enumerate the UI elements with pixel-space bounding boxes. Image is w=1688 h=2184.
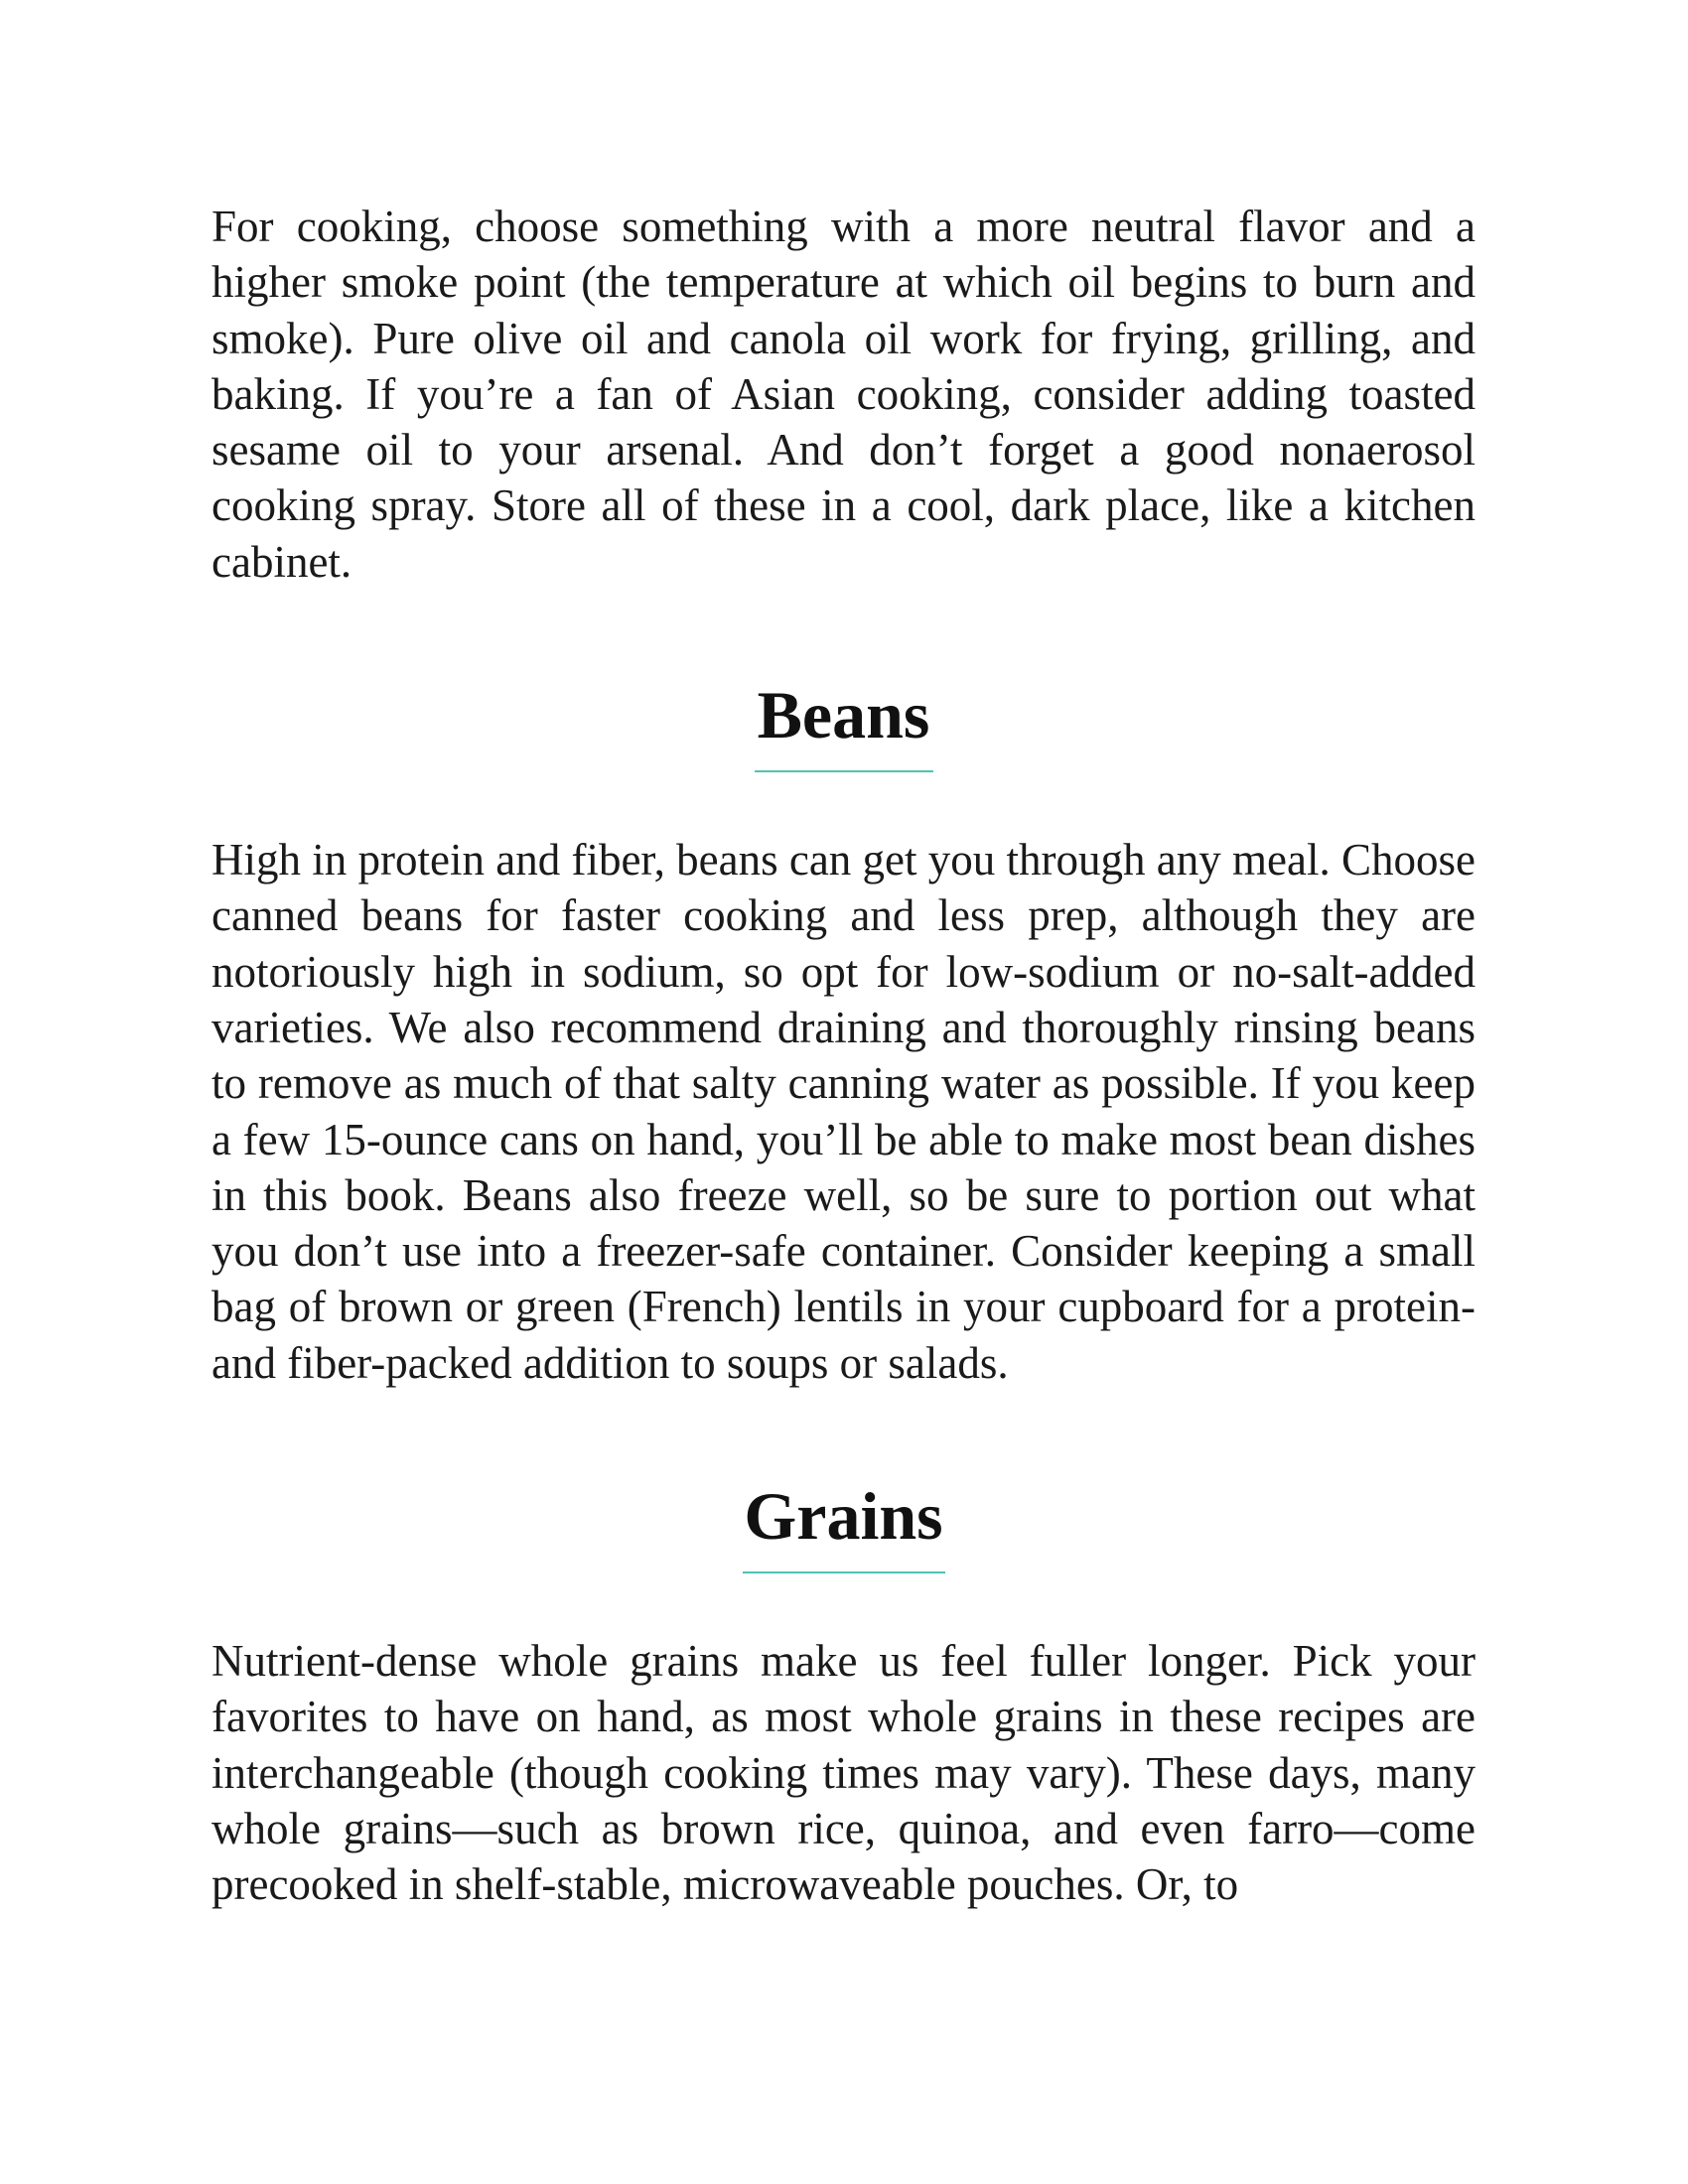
grains-heading-underline — [743, 1571, 945, 1573]
text-column — [211, 199, 1476, 1913]
grains-paragraph: Nutrient-dense whole grains make us feel fuller longer. Pick your favorites to have on hand, as most whole grains in these recipes are interchangeable (though cooking times may vary). These days, many whole grains—such as brown rice, quinoa, and even farro—come precooked in shelf-stable, microwaveable pouches. Or, to — [211, 1636, 1476, 1910]
intro-paragraph: For cooking, choose something with a more neutral flavor and a higher smoke point (the temperature at which oil begins to burn and smoke). Pure olive oil and canola oil work for frying, grilling, and baking. If you’re a fan of Asian cooking, consider adding toasted sesame oil to your arsenal. And don’t forget a good nonaerosol cooking spray. Store all of these in a cool, dark place, like a kitchen cabinet. — [211, 202, 1476, 587]
beans-heading: Beans — [757, 677, 930, 753]
beans-paragraph: High in protein and fiber, beans can get you through any meal. Choose canned beans for faster cooking and less prep, although they are notoriously high in sodium, so opt for low-sodium or no-salt-added varieties. We also recommend draining and thoroughly rinsing beans to remove as much of that salty canning water as possible. If you keep a few 15-ounce cans on hand, you’ll be able to make most bean dishes in this book. Beans also freeze well, so be sure to portion out what you don’t use into a freezer-safe container. Consider keeping a small bag of brown or green (French) lentils in your cupboard for a protein- and fiber-packed addition to soups or salads. — [211, 835, 1476, 1388]
grains-heading: Grains — [744, 1478, 943, 1555]
beans-heading-block — [211, 677, 1476, 772]
grains-heading-block — [211, 1478, 1476, 1573]
beans-heading-underline — [755, 770, 933, 772]
